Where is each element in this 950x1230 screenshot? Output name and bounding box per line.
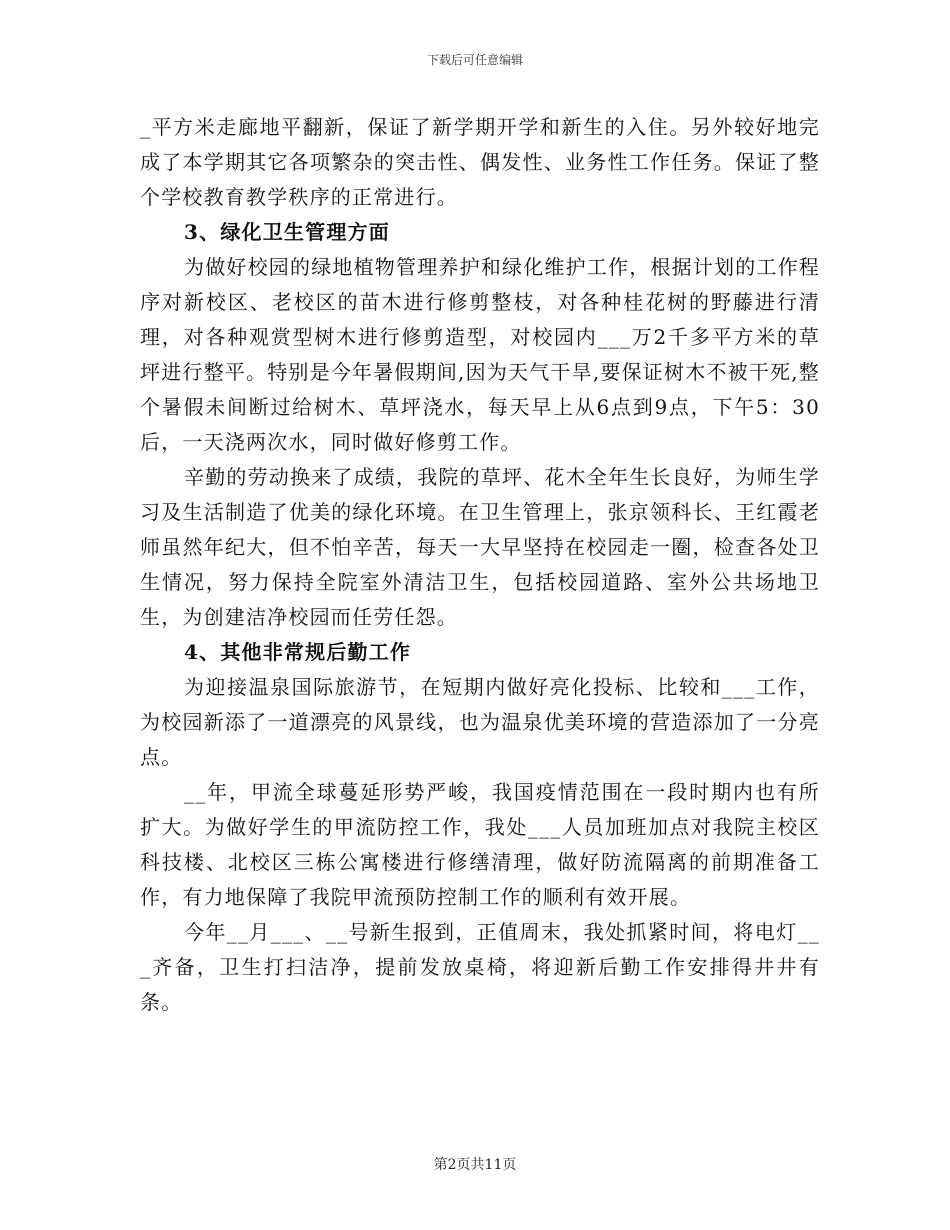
section-heading-other-work: 4、其他非常规后勤工作	[184, 640, 412, 664]
section-heading-greening: 3、绿化卫生管理方面	[184, 220, 390, 244]
paragraph-new-students: 今年__月___、__号新生报到，正值周末，我处抓紧时间，将电灯___齐备，卫生打扫洁净，提前发放桌椅，将迎新后勤工作安排得井井有条。	[140, 920, 820, 1014]
paragraph-greening-maintenance: 为做好校园的绿地植物管理养护和绿化维护工作，根据计划的工作程序对新校区、老校区的苗木进行修剪整枝，对各种桂花树的野藤进行清理，对各种观赏型树木进行修剪造型，对校园内___万2千多平方米的草坪进行整平。特别是今年暑假期间,因为天气干旱,要保证树木不被干死,整个暑假未间断过给树木、草坪浇水，每天早上从6点到9点，下午5：30后，一天浇两次水，同时做好修剪工作。	[140, 255, 820, 454]
page-header: 下载后可任意编辑	[426, 53, 523, 67]
paragraph-flu-prevention: __年，甲流全球蔓延形势严峻，我国疫情范围在一段时期内也有所扩大。为做好学生的甲流防控工作，我处___人员加班加点对我院主校区科技楼、北校区三栋公寓楼进行修缮清理，做好防流隔离的前期准备工作，有力地保障了我院甲流预防控制工作的顺利有效开展。	[140, 780, 820, 909]
document-body	[140, 110, 820, 1020]
paragraph-sanitation: 辛勤的劳动换来了成绩，我院的草坪、花木全年生长良好，为师生学习及生活制造了优美的绿化环境。在卫生管理上，张京领科长、王红霞老师虽然年纪大，但不怕辛苦，每天一大早坚持在校园走一圈，检查各处卫生情况，努力保持全院室外清洁卫生，包括校园道路、室外公共场地卫生，为创建洁净校园而任劳任怨。	[140, 465, 820, 629]
paragraph-continuation: _平方米走廊地平翻新，保证了新学期开学和新生的入住。另外较好地完成了本学期其它各项繁杂的突击性、偶发性、业务性工作任务。保证了整个学校教育教学秩序的正常进行。	[140, 115, 820, 209]
paragraph-tourism-festival: 为迎接温泉国际旅游节，在短期内做好亮化投标、比较和___工作，为校园新添了一道漂亮的风景线，也为温泉优美环境的营造添加了一分亮点。	[140, 675, 820, 769]
page-number: 第2页共11页	[433, 1157, 517, 1173]
